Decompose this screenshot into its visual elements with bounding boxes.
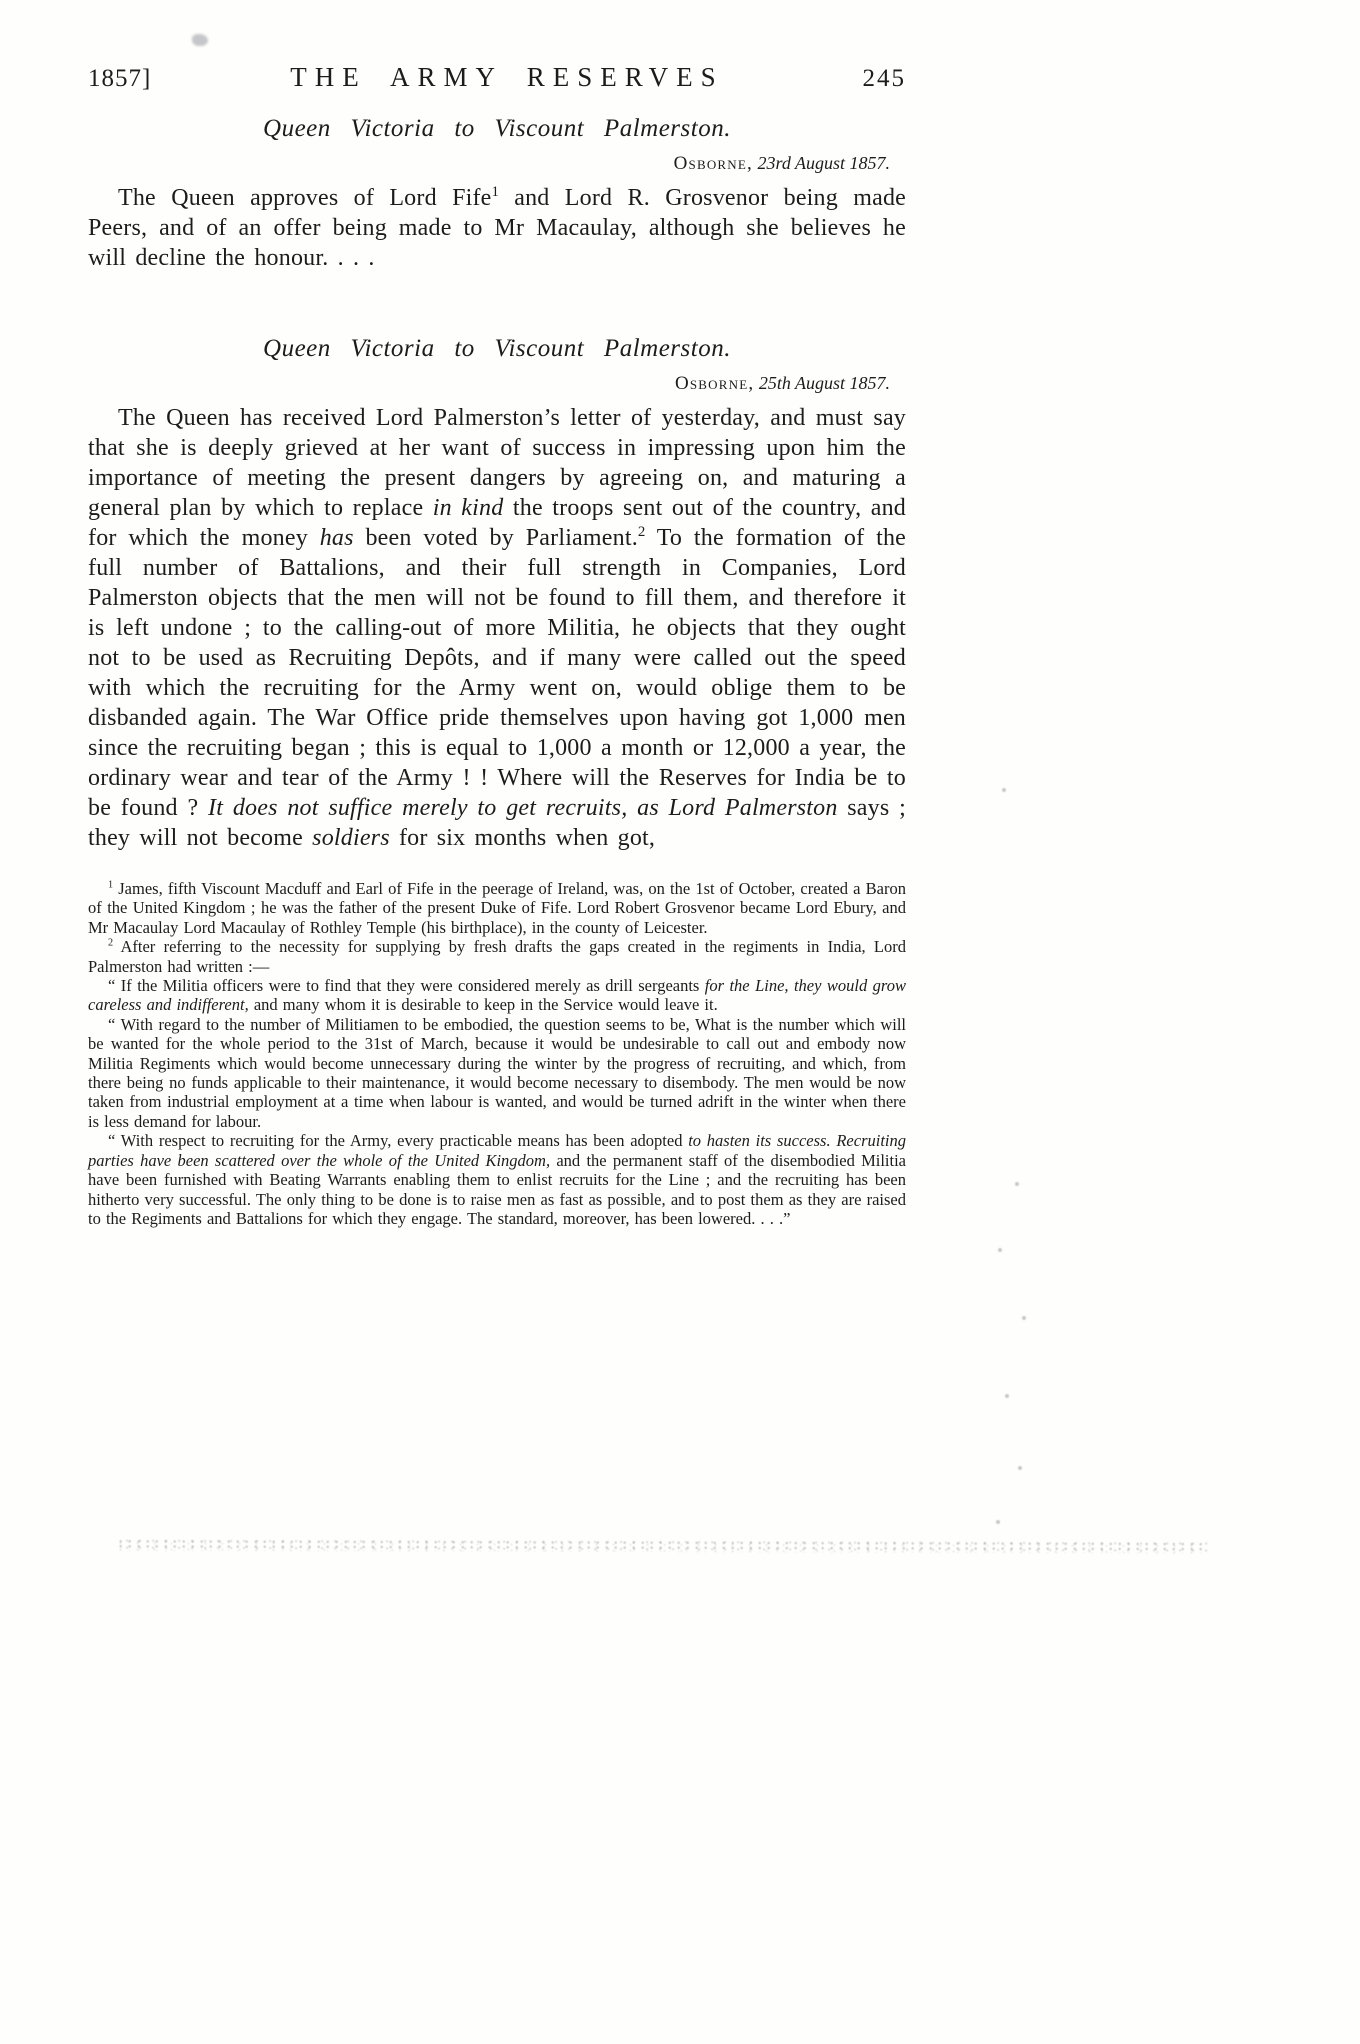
text-segment: 2 <box>637 524 646 540</box>
text-segment: 1 <box>491 184 499 200</box>
text-segment: The Queen has received Lord Palmerston’s letter of yesterday, and must say that she is deeply grieved at her want of success in impressing upon him the importance of meeting the present dangers by agreeing on, and maturing a general plan by which to replace <box>88 405 906 521</box>
text-segment: Osborne, <box>674 373 755 394</box>
scan-artifact <box>996 1520 1000 1524</box>
text-segment: The Queen approves of Lord Fife <box>118 185 492 211</box>
scan-artifact <box>1018 1466 1022 1470</box>
scan-artifact <box>998 1248 1002 1252</box>
scan-artifact <box>1015 1182 1019 1186</box>
text-segment: in kind <box>432 495 504 521</box>
letter-2 <box>88 335 906 853</box>
scan-artifact <box>1005 1394 1009 1398</box>
footnote-1 <box>88 879 906 937</box>
footnote-quote-3 <box>88 1131 906 1228</box>
letter-heading: Queen Victoria to Viscount Palmerston. <box>263 335 731 362</box>
letter-body <box>88 403 906 853</box>
running-title: THE ARMY RESERVES <box>290 62 724 92</box>
text-segment: and Lord R. Grosvenor being made Peers, and of an offer being made to Mr Macaulay, although she believes he will decline the honour. . . . <box>88 185 907 271</box>
text-segment: 1 <box>108 879 114 891</box>
text-segment: and the permanent staff of the disembodied Militia have been furnished with Beating Warrants enabling them to enlist recruits for the Line ; and the recruiting has been hitherto very successful. The only thing to be done is to raise men as fast as possible, and to post them as they are raised to the Regiments and Battalions for which they engage. The standard, moreover, has been lowered. . . .” <box>88 1150 906 1228</box>
text-segment: “ If the Militia officers were to find that they were considered merely as drill sergeants <box>108 976 705 996</box>
text-segment: “ With regard to the number of Militiamen to be embodied, the question seems to be, What is the number which will be wanted for the whole period to the 31st of March, because it would be undesirable to call out and embody now Militia Regiments which would become unnecessary during the winter by the progress of recruiting, and which, from there being no funds applicable to their maintenance, it would become necessary to disembody. The men would be now taken from industrial employment at a time when labour is wanted, and would be turned adrift in the winter when there is less demand for labour. <box>88 1014 906 1131</box>
text-segment: After referring to the necessity for supplying by fresh drafts the gaps created in the regiments in India, Lord Palmerston had written :— <box>88 937 906 976</box>
page-number: 245 <box>862 65 906 92</box>
footnote-quote-2 <box>88 1015 906 1131</box>
scan-artifact <box>1022 1316 1026 1320</box>
scan-artifact <box>118 1539 1208 1554</box>
dateline <box>88 373 890 395</box>
text-segment: been voted by Parliament. <box>353 525 638 551</box>
letter-1 <box>88 115 906 273</box>
text-segment: for six months when got, <box>389 825 656 851</box>
page-content <box>88 62 906 1228</box>
page-header <box>88 62 906 93</box>
text-segment: and many whom it is desirable to keep in the Service would leave it. <box>248 995 718 1015</box>
text-segment: 23rd August 1857. <box>752 153 890 173</box>
text-segment: for the Line, they would grow careless and indifferent, <box>88 976 906 1015</box>
text-segment: says ; they will not become <box>88 795 906 851</box>
scan-artifact <box>192 34 208 46</box>
text-segment: To the formation of the full number of Battalions, and their full strength in Companies, Lord Palmerston objects that the men will not be found to fill them, and therefore it is left undone ; to the calling-out of more Militia, he objects that they ought not to be used as Recruiting Depôts, and if many were called out the speed with which the recruiting for the Army went on, would oblige them to be disbanded again. The War Office pride themselves upon having got 1,000 men since the recruiting began ; this is equal to 1,000 a month or 12,000 a year, the ordinary wear and tear of the Army ! ! Where will the Reserves for India be to be found ? <box>88 525 907 821</box>
text-segment: to hasten its success. Recruiting parties have been scattered over the whole of the United Kingdom, <box>88 1131 906 1170</box>
year-label: 1857] <box>88 65 152 92</box>
dateline <box>88 153 890 175</box>
footnote-2 <box>88 937 906 976</box>
text-segment: It does not suffice merely to get recruits, as Lord Palmerston <box>208 795 838 821</box>
letter-heading: Queen Victoria to Viscount Palmerston. <box>263 115 731 142</box>
text-segment: the troops sent out of the country, and for which the money <box>88 495 906 551</box>
text-segment: James, fifth Viscount Macduff and Earl of Fife in the peerage of Ireland, was, on the 1st of October, created a Baron of the United Kingdom ; he was the father of the present Duke of Fife. Lord Robert Grosvenor became Lord Ebury, and Mr Macaulay Lord Macaulay of Rothley Temple (his birthplace), in the county of Leicester. <box>88 879 906 937</box>
text-segment: Osborne, <box>673 153 753 174</box>
text-segment: has <box>319 525 354 551</box>
text-segment: 2 <box>108 937 114 949</box>
letter-body <box>88 183 906 273</box>
footnote-quote-1 <box>88 976 906 1015</box>
footnotes <box>88 879 906 1228</box>
text-segment: soldiers <box>312 825 390 851</box>
text-segment: 25th August 1857. <box>754 373 890 393</box>
scan-artifact <box>1002 788 1006 792</box>
text-segment: “ With respect to recruiting for the Army, every practicable means has been adopted <box>108 1131 689 1151</box>
